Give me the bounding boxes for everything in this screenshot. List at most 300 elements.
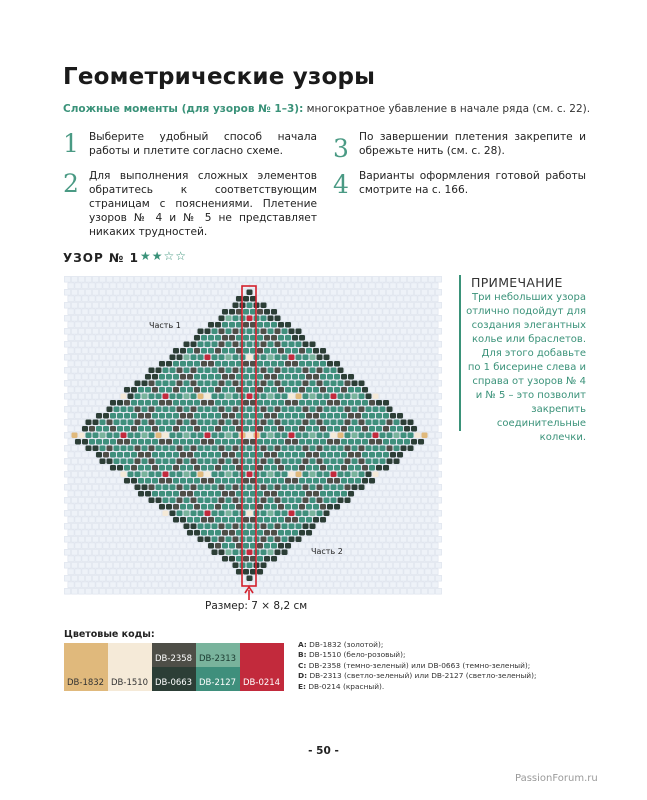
grid-bead <box>204 588 210 594</box>
pattern-bead <box>226 407 232 413</box>
pattern-bead <box>229 322 235 328</box>
pattern-bead <box>303 511 309 517</box>
pattern-bead <box>247 394 253 400</box>
pattern-bead <box>352 381 358 387</box>
grid-bead <box>358 276 364 282</box>
grid-bead <box>302 276 308 282</box>
pattern-bead <box>380 459 386 465</box>
grid-bead <box>138 361 144 367</box>
grid-bead <box>131 322 137 328</box>
grid-bead <box>113 523 119 529</box>
grid-bead <box>404 465 410 471</box>
pattern-bead <box>117 400 123 406</box>
grid-bead <box>390 491 396 497</box>
pattern-bead <box>285 439 291 445</box>
pattern-bead <box>247 446 253 452</box>
grid-bead <box>68 582 74 588</box>
grid-bead <box>320 335 326 341</box>
pattern-bead <box>243 556 249 562</box>
grid-bead <box>397 478 403 484</box>
grid-bead <box>113 302 119 308</box>
grid-bead <box>386 354 392 360</box>
pattern-bead <box>380 433 386 439</box>
pattern-bead <box>233 316 239 322</box>
pattern-bead <box>292 478 298 484</box>
grid-bead <box>404 582 410 588</box>
grid-bead <box>295 549 301 555</box>
pattern-bead <box>313 413 319 419</box>
pattern-bead <box>418 439 424 445</box>
pattern-bead <box>247 290 253 296</box>
pattern-bead <box>334 426 340 432</box>
grid-bead <box>176 575 182 581</box>
pattern-bead <box>338 459 344 465</box>
grid-bead <box>285 283 291 289</box>
pattern-bead <box>327 491 333 497</box>
pattern-bead <box>247 407 253 413</box>
grid-bead <box>92 497 98 503</box>
pattern-bead <box>236 504 242 510</box>
pattern-bead <box>222 491 228 497</box>
pattern-bead <box>100 446 106 452</box>
grid-bead <box>421 406 427 412</box>
grid-bead <box>425 504 431 510</box>
pattern-bead <box>212 433 218 439</box>
pattern-bead <box>243 296 249 302</box>
grid-bead <box>428 289 434 295</box>
pattern-bead <box>268 420 274 426</box>
pattern-bead <box>226 316 232 322</box>
grid-bead <box>432 348 438 354</box>
pattern-bead <box>110 413 116 419</box>
grid-bead <box>362 582 368 588</box>
grid-bead <box>113 588 119 594</box>
grid-bead <box>92 328 98 334</box>
pattern-bead <box>103 452 109 458</box>
grid-bead <box>295 289 301 295</box>
pattern-bead <box>215 491 221 497</box>
pattern-bead <box>212 407 218 413</box>
grid-bead <box>85 302 91 308</box>
subtitle-rest: многократное убавление в начале ряда (см. с. 22). <box>303 103 591 115</box>
pattern-bead <box>233 537 239 543</box>
grid-bead <box>404 309 410 315</box>
grid-bead <box>96 387 102 393</box>
grid-bead <box>85 367 91 373</box>
grid-bead <box>376 348 382 354</box>
pattern-bead <box>275 485 281 491</box>
grid-bead <box>82 491 88 497</box>
pattern-bead <box>341 426 347 432</box>
grid-bead <box>418 452 424 458</box>
grid-bead <box>351 302 357 308</box>
grid-bead <box>313 530 319 536</box>
pattern-bead <box>152 426 158 432</box>
grid-bead <box>134 575 140 581</box>
grid-bead <box>92 523 98 529</box>
grid-bead <box>162 289 168 295</box>
pattern-bead <box>394 459 400 465</box>
grid-bead <box>302 536 308 542</box>
pattern-bead <box>107 459 113 465</box>
pattern-bead <box>184 446 190 452</box>
grid-bead <box>120 276 126 282</box>
grid-bead <box>386 328 392 334</box>
grid-bead <box>337 510 343 516</box>
pattern-bead <box>226 511 232 517</box>
grid-bead <box>85 276 91 282</box>
grid-bead <box>358 510 364 516</box>
pattern-bead <box>327 465 333 471</box>
grid-bead <box>418 426 424 432</box>
grid-bead <box>411 374 417 380</box>
grid-bead <box>260 575 266 581</box>
pattern-bead <box>142 433 148 439</box>
grid-bead <box>75 465 81 471</box>
grid-bead <box>225 575 231 581</box>
pattern-bead <box>341 387 347 393</box>
grid-bead <box>211 588 217 594</box>
grid-bead <box>141 562 147 568</box>
pattern-bead <box>303 472 309 478</box>
grid-bead <box>390 309 396 315</box>
swatch-label: DB-1510 <box>111 678 149 688</box>
pattern-bead <box>201 478 207 484</box>
grid-bead <box>201 582 207 588</box>
grid-bead <box>407 367 413 373</box>
color-legend <box>298 640 536 692</box>
pattern-bead <box>373 446 379 452</box>
pattern-bead <box>226 485 232 491</box>
pattern-bead <box>376 413 382 419</box>
grid-bead <box>64 328 70 334</box>
grid-bead <box>166 582 172 588</box>
grid-bead <box>71 302 77 308</box>
pattern-bead <box>247 342 253 348</box>
grid-bead <box>166 296 172 302</box>
pattern-bead <box>184 433 190 439</box>
grid-bead <box>302 328 308 334</box>
grid-bead <box>169 523 175 529</box>
pattern-bead <box>250 322 256 328</box>
grid-bead <box>432 582 438 588</box>
grid-bead <box>183 536 189 542</box>
grid-bead <box>407 484 413 490</box>
grid-bead <box>99 562 105 568</box>
pattern-bead <box>282 342 288 348</box>
grid-bead <box>414 341 420 347</box>
grid-bead <box>390 283 396 289</box>
grid-bead <box>383 309 389 315</box>
pattern-bead <box>320 491 326 497</box>
pattern-bead <box>205 524 211 530</box>
pattern-bead <box>124 478 130 484</box>
pattern-bead <box>376 465 382 471</box>
grid-bead <box>407 575 413 581</box>
pattern-bead <box>317 394 323 400</box>
pattern-bead <box>198 498 204 504</box>
grid-bead <box>355 322 361 328</box>
grid-bead <box>327 582 333 588</box>
pattern-bead <box>387 446 393 452</box>
pattern-bead <box>264 439 270 445</box>
pattern-bead <box>313 374 319 380</box>
grid-bead <box>68 309 74 315</box>
grid-bead <box>162 276 168 282</box>
pattern-bead <box>310 498 316 504</box>
grid-bead <box>103 335 109 341</box>
grid-bead <box>376 374 382 380</box>
grid-bead <box>96 491 102 497</box>
pattern-bead <box>180 374 186 380</box>
grid-bead <box>344 354 350 360</box>
grid-bead <box>229 582 235 588</box>
grid-bead <box>383 543 389 549</box>
grid-bead <box>124 283 130 289</box>
pattern-bead <box>331 485 337 491</box>
grid-bead <box>148 289 154 295</box>
grid-bead <box>306 335 312 341</box>
grid-bead <box>330 289 336 295</box>
grid-bead <box>204 549 210 555</box>
grid-bead <box>337 523 343 529</box>
pattern-bead <box>219 420 225 426</box>
pattern-bead <box>278 335 284 341</box>
pattern-bead <box>86 446 92 452</box>
grid-bead <box>120 354 126 360</box>
grid-bead <box>432 322 438 328</box>
pattern-bead <box>303 381 309 387</box>
grid-bead <box>155 302 161 308</box>
pattern-bead <box>194 517 200 523</box>
pattern-bead <box>310 511 316 517</box>
pattern-bead <box>135 459 141 465</box>
pattern-bead <box>390 413 396 419</box>
pattern-bead <box>268 368 274 374</box>
grid-bead <box>78 419 84 425</box>
pattern-bead <box>208 374 214 380</box>
grid-bead <box>302 549 308 555</box>
pattern-bead <box>229 387 235 393</box>
pattern-bead <box>236 465 242 471</box>
pattern-bead <box>324 446 330 452</box>
grid-bead <box>68 491 74 497</box>
grid-bead <box>159 556 165 562</box>
grid-bead <box>369 361 375 367</box>
grid-bead <box>113 549 119 555</box>
grid-bead <box>78 393 84 399</box>
pattern-bead <box>334 439 340 445</box>
grid-bead <box>64 536 70 542</box>
grid-bead <box>134 549 140 555</box>
grid-bead <box>222 296 228 302</box>
grid-bead <box>376 478 382 484</box>
pattern-bead <box>250 491 256 497</box>
grid-bead <box>152 569 158 575</box>
grid-bead <box>390 517 396 523</box>
grid-bead <box>117 504 123 510</box>
pattern-bead <box>292 335 298 341</box>
pattern-bead <box>352 446 358 452</box>
legend-item: A: DB-1832 (золотой); <box>298 640 384 649</box>
pattern-bead <box>264 543 270 549</box>
pattern-bead <box>177 459 183 465</box>
pattern-bead <box>219 550 225 556</box>
grid-bead <box>411 517 417 523</box>
grid-bead <box>425 543 431 549</box>
pattern-bead <box>205 485 211 491</box>
pattern-bead <box>215 504 221 510</box>
pattern-bead <box>317 381 323 387</box>
pattern-bead <box>271 491 277 497</box>
grid-bead <box>117 296 123 302</box>
grid-bead <box>68 387 74 393</box>
grid-bead <box>362 517 368 523</box>
grid-bead <box>404 413 410 419</box>
grid-bead <box>425 283 431 289</box>
grid-bead <box>292 296 298 302</box>
pattern-bead <box>184 407 190 413</box>
pattern-bead <box>303 368 309 374</box>
grid-bead <box>148 341 154 347</box>
grid-bead <box>82 387 88 393</box>
grid-bead <box>358 341 364 347</box>
grid-bead <box>379 575 385 581</box>
pattern-bead <box>355 413 361 419</box>
pattern-bead <box>198 342 204 348</box>
pattern-bead <box>194 387 200 393</box>
grid-bead <box>183 575 189 581</box>
grid-bead <box>407 523 413 529</box>
grid-bead <box>103 465 109 471</box>
pattern-bead <box>142 394 148 400</box>
pattern-bead <box>243 504 249 510</box>
pattern-bead <box>212 342 218 348</box>
grid-bead <box>334 348 340 354</box>
pattern-bead <box>121 472 127 478</box>
grid-bead <box>362 374 368 380</box>
grid-bead <box>355 569 361 575</box>
grid-bead <box>421 328 427 334</box>
pattern-bead <box>334 361 340 367</box>
pattern-bead <box>103 439 109 445</box>
grid-bead <box>428 393 434 399</box>
grid-bead <box>334 556 340 562</box>
grid-bead <box>411 530 417 536</box>
grid-bead <box>386 302 392 308</box>
grid-bead <box>120 367 126 373</box>
color-codes-label: Цветовые коды: <box>64 629 155 640</box>
pattern-bead <box>124 465 130 471</box>
pattern-bead <box>250 439 256 445</box>
pattern-bead <box>142 472 148 478</box>
grid-bead <box>99 276 105 282</box>
pattern-bead <box>233 498 239 504</box>
pattern-bead <box>306 361 312 367</box>
pattern-bead <box>121 459 127 465</box>
grid-bead <box>348 322 354 328</box>
grid-bead <box>379 367 385 373</box>
grid-bead <box>145 348 151 354</box>
grid-bead <box>344 588 350 594</box>
pattern-bead <box>348 439 354 445</box>
pattern-bead <box>243 348 249 354</box>
grid-bead <box>425 439 431 445</box>
pattern-bead <box>264 504 270 510</box>
grid-bead <box>113 510 119 516</box>
pattern-bead <box>184 459 190 465</box>
pattern-bead <box>261 472 267 478</box>
grid-bead <box>96 335 102 341</box>
pattern-bead <box>243 413 249 419</box>
note-accent-bar <box>459 275 461 431</box>
grid-bead <box>418 569 424 575</box>
grid-bead <box>407 393 413 399</box>
swatch-db-1510 <box>108 643 152 691</box>
pattern-bead <box>236 309 242 315</box>
pattern-bead <box>191 342 197 348</box>
pattern-bead <box>310 433 316 439</box>
grid-bead <box>89 582 95 588</box>
pattern-bead <box>226 524 232 530</box>
pattern-bead <box>250 413 256 419</box>
pattern-bead <box>278 361 284 367</box>
grid-bead <box>376 491 382 497</box>
grid-bead <box>400 575 406 581</box>
grid-bead <box>166 283 172 289</box>
grid-bead <box>418 400 424 406</box>
grid-bead <box>253 588 259 594</box>
grid-bead <box>372 302 378 308</box>
grid-bead <box>400 588 406 594</box>
pattern-bead <box>128 420 134 426</box>
grid-bead <box>148 588 154 594</box>
pattern-bead <box>226 537 232 543</box>
grid-bead <box>393 276 399 282</box>
grid-bead <box>407 315 413 321</box>
grid-bead <box>82 413 88 419</box>
page-title: Геометрические узоры <box>63 64 376 90</box>
pattern-bead <box>212 381 218 387</box>
grid-bead <box>414 497 420 503</box>
grid-bead <box>400 406 406 412</box>
pattern-bead <box>282 537 288 543</box>
pattern-bead <box>243 491 249 497</box>
grid-bead <box>271 582 277 588</box>
grid-bead <box>278 309 284 315</box>
pattern-bead <box>373 472 379 478</box>
grid-bead <box>96 517 102 523</box>
grid-bead <box>103 387 109 393</box>
grid-bead <box>428 276 434 282</box>
pattern-bead <box>369 478 375 484</box>
pattern-bead <box>250 309 256 315</box>
grid-bead <box>211 315 217 321</box>
grid-bead <box>306 582 312 588</box>
grid-bead <box>341 322 347 328</box>
grid-bead <box>414 523 420 529</box>
grid-bead <box>355 504 361 510</box>
pattern-bead <box>201 400 207 406</box>
pattern-bead <box>212 420 218 426</box>
grid-bead <box>141 276 147 282</box>
pattern-bead <box>110 439 116 445</box>
pattern-bead <box>247 524 253 530</box>
grid-bead <box>369 543 375 549</box>
pattern-bead <box>250 426 256 432</box>
grid-bead <box>306 283 312 289</box>
grid-bead <box>85 510 91 516</box>
